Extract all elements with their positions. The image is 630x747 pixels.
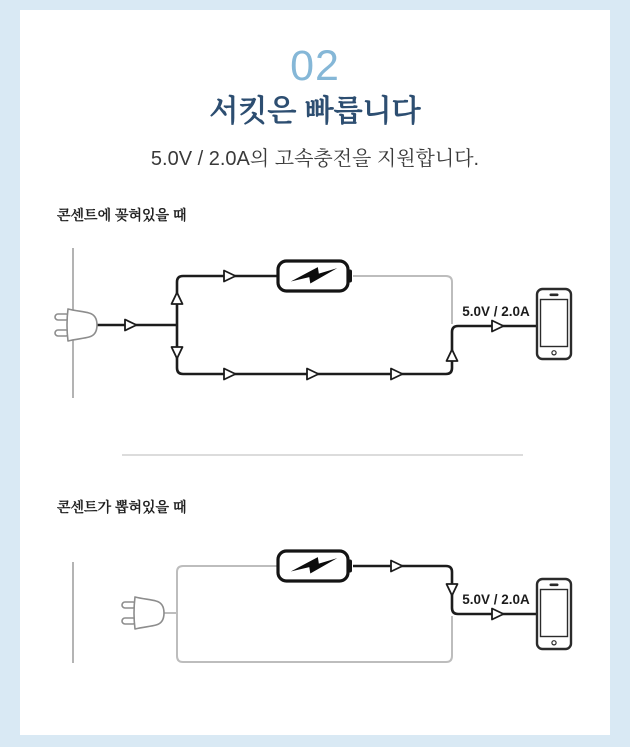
charge-branch-wire-inactive: [177, 566, 278, 613]
power-plug-icon: [55, 309, 97, 341]
smartphone-icon: [537, 289, 571, 359]
flow-arrow-icon: [447, 584, 458, 596]
flow-arrow-icon: [391, 561, 403, 572]
page-title: 서킷은 빠릅니다: [209, 95, 421, 128]
bypass-wire-inactive: [177, 613, 452, 662]
output-spec-label: 5.0V / 2.0A: [462, 592, 530, 607]
diagram-plugged: [0, 240, 630, 410]
power-plug-icon: [122, 597, 164, 629]
section-divider: [122, 454, 523, 456]
flow-arrow-icon: [224, 271, 236, 282]
diagram-unplugged: [0, 535, 630, 710]
battery-pack-icon: [278, 261, 352, 291]
flow-arrow-icon: [391, 369, 403, 380]
flow-arrow-icon: [492, 321, 504, 332]
smartphone-icon: [537, 579, 571, 649]
diagram-plugged-label: 콘센트에 꽂혀있을 때: [57, 207, 187, 223]
flow-arrow-icon: [172, 293, 183, 305]
section-number: 02: [290, 42, 340, 90]
flow-arrow-icon: [224, 369, 236, 380]
battery-output-wire-inactive: [353, 276, 452, 324]
flow-arrow-icon: [125, 320, 137, 331]
flow-arrow-icon: [492, 609, 504, 620]
battery-pack-icon: [278, 551, 352, 581]
page-subtitle: 5.0V / 2.0A의 고속충전을 지원합니다.: [150, 148, 480, 170]
charge-branch-wire: [177, 276, 278, 325]
flow-arrow-icon: [307, 369, 319, 380]
bypass-to-phone-wire: [177, 325, 537, 374]
diagram-unplugged-label: 콘센트가 뽑혀있을 때: [57, 499, 187, 515]
flow-arrow-icon: [172, 347, 183, 359]
output-spec-label: 5.0V / 2.0A: [462, 304, 530, 319]
flow-arrow-icon: [447, 350, 458, 362]
